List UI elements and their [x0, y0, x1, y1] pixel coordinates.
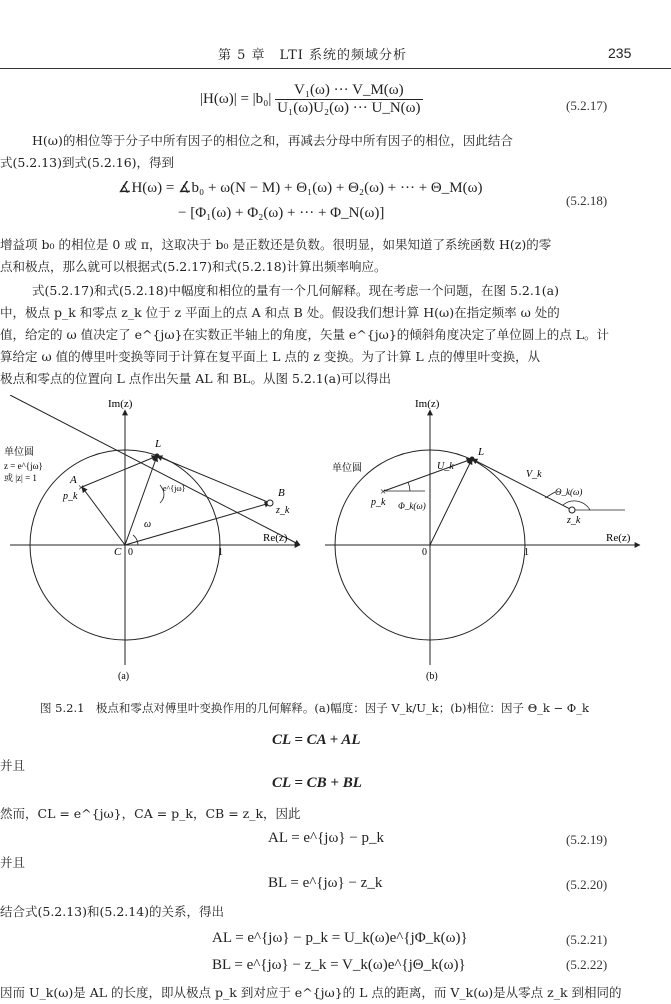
paragraph-2-line-2: 点和极点，那么就可以根据式(5.2.17)和式(5.2.18)计算出频率响应。 — [0, 259, 387, 274]
b-theta-leader — [545, 492, 555, 498]
header-rule — [0, 68, 671, 69]
a-z-def: z = e^{jω} — [4, 461, 43, 471]
text-bingqie-1: 并且 — [0, 758, 26, 773]
paragraph-3-line-3: 值，给定的 ω 值决定了 e^{jω}在实数正半轴上的角度，矢量 e^{jω}的倾斜角度决定了单位圆上的点 L。计 — [0, 327, 610, 342]
eq-number-5-2-22: (5.2.22) — [566, 957, 608, 972]
equation-5-2-19: AL = e^{jω} − p_k — [268, 830, 384, 846]
b-label-Vk: V_k — [526, 469, 542, 480]
figure-panel-b — [325, 398, 640, 682]
text-jiehe: 结合式(5.2.13)和(5.2.14)的关系，得出 — [0, 904, 225, 919]
chapter-header: 第 5 章 LTI 系统的频域分析 — [218, 48, 408, 63]
a-label-omega: ω — [144, 519, 152, 530]
b-zero-marker — [569, 507, 575, 513]
paragraph-2-line-1: 增益项 b₀ 的相位是 0 或 π，这取决于 b₀ 是正数还是负数。很明显，如果知道了系统函数 H(z)的零 — [0, 237, 552, 252]
a-label-1: 1 — [218, 547, 223, 558]
a-abs-def: 或 |z| = 1 — [4, 473, 37, 483]
b-subfigure-label: (b) — [426, 671, 438, 682]
text-bingqie-2: 并且 — [0, 855, 26, 870]
figure-caption: 图 5.2.1 极点和零点对傅里叶变换作用的几何解释。(a)幅度：因子 V_k/U_k；(b)相位：因子 Θ_k − Φ_k — [40, 701, 589, 715]
b-phi-arc — [408, 482, 410, 491]
a-label-C: C — [114, 546, 122, 558]
a-label-L: L — [155, 438, 162, 450]
a-label-B: B — [278, 487, 285, 499]
a-point-L — [155, 454, 160, 459]
b-imag-label: Im(z) — [415, 398, 440, 410]
b-point-L — [470, 457, 475, 462]
paragraph-1-line-1: H(ω)的相位等于分子中所有因子的相位之和，再减去分母中所有因子的相位，因此结合 — [32, 133, 513, 148]
paragraph-3-line-1: 式(5.2.17)和式(5.2.18)中幅度和相位的量有一个几何解释。现在考虑一个问题，在图 5.2.1(a) — [32, 283, 560, 298]
page-number: 235 — [608, 45, 632, 61]
a-subfigure-label: (a) — [118, 671, 130, 682]
eq-number-5-2-17: (5.2.17) — [566, 98, 608, 113]
figure-panel-a — [4, 395, 300, 682]
equation-5-2-18-line-2: − [Φ₁(ω) + Φ₂(ω) + ··· + Φ_N(ω)] — [178, 205, 385, 221]
a-real-label: Re(z) — [263, 532, 288, 544]
eq17-fraction — [275, 82, 422, 117]
b-label-thetak: Θ_k(ω) — [555, 487, 583, 497]
b-label-L: L — [478, 446, 485, 458]
a-vector-ejw — [125, 456, 157, 545]
equation-5-2-17 — [200, 82, 423, 117]
equation-5-2-20: BL = e^{jω} − z_k — [268, 875, 383, 891]
a-label-pk: p_k — [63, 491, 78, 502]
a-label-0: 0 — [128, 547, 133, 558]
eq-number-5-2-18: (5.2.18) — [566, 193, 608, 208]
b-label-phik: Φ_k(ω) — [398, 501, 426, 511]
a-vector-CA — [82, 487, 125, 545]
a-label-A: A — [70, 474, 77, 486]
paragraph-1-line-2: 式(5.2.13)到式(5.2.16)，得到 — [0, 155, 175, 170]
a-imag-label: Im(z) — [108, 398, 133, 410]
a-vector-AL — [82, 456, 157, 487]
eq17-denominator: U₁(ω)U₂(ω) ··· U_N(ω) — [277, 100, 421, 116]
b-unit-circle-label: 单位圆 — [332, 463, 362, 474]
b-label-1: 1 — [524, 547, 529, 558]
eq17-lhs: |H(ω)| = |b₀| — [200, 90, 272, 107]
paragraph-3-line-5: 极点和零点的位置向 L 点作出矢量 AL 和 BL。从图 5.2.1(a)可以得出 — [0, 371, 391, 386]
a-unit-circle-label: 单位圆 — [4, 447, 34, 458]
paragraph-3-line-2: 中，极点 p_k 和零点 z_k 位于 z 平面上的点 A 和点 B 处。假设我们想计算 H(ω)在指定频率 ω 处的 — [0, 305, 560, 320]
eq17-numerator: V₁(ω) ··· V_M(ω) — [275, 82, 422, 100]
equation-5-2-22: BL = e^{jω} − z_k = V_k(ω)e^{jΘ_k(ω)} — [212, 957, 466, 973]
eq-number-5-2-20: (5.2.20) — [566, 877, 608, 892]
b-label-zk: z_k — [567, 515, 581, 526]
eq-number-5-2-21: (5.2.21) — [566, 932, 608, 947]
b-label-Uk: U_k — [437, 461, 454, 472]
equation-5-2-21: AL = e^{jω} − p_k = U_k(ω)e^{jΦ_k(ω)} — [212, 930, 468, 946]
a-pole-marker: × — [78, 482, 85, 494]
equation-cl-cb: CL = CB + BL — [272, 775, 362, 791]
paragraph-3-line-4: 算给定 ω 值的傅里叶变换等同于计算在复平面上 L 点的 z 变换。为了计算 L 点的傅里叶变换，从 — [0, 349, 541, 364]
a-real-axis — [10, 395, 300, 545]
b-vector-Vk — [472, 459, 572, 510]
a-label-zk: z_k — [276, 505, 290, 516]
eq-number-5-2-19: (5.2.19) — [566, 832, 608, 847]
b-label-pk: p_k — [371, 497, 386, 508]
b-theta-arc — [563, 501, 590, 510]
figure-5-2-1 — [0, 395, 671, 695]
a-label-ejw: e^{jω} — [163, 484, 186, 493]
text-ranner: 然而，CL = e^{jω}，CA = p_k，CB = z_k，因此 — [0, 806, 301, 821]
equation-cl-ca: CL = CA + AL — [272, 732, 361, 748]
equation-5-2-18-line-1: ∡H(ω) = ∡b₀ + ω(N − M) + Θ₁(ω) + Θ₂(ω) + ··· + Θ_M(ω) — [118, 180, 483, 196]
a-zero-marker — [267, 500, 273, 506]
b-pole-marker: × — [380, 486, 387, 498]
b-label-0: 0 — [422, 547, 427, 558]
text-last-line: 因而 U_k(ω)是 AL 的长度，即从极点 p_k 到对应于 e^{jω}的 L 点的距离，而 V_k(ω)是从零点 z_k 到相同的 — [0, 985, 622, 1000]
b-real-label: Re(z) — [606, 532, 631, 544]
a-omega-arc — [133, 535, 138, 545]
